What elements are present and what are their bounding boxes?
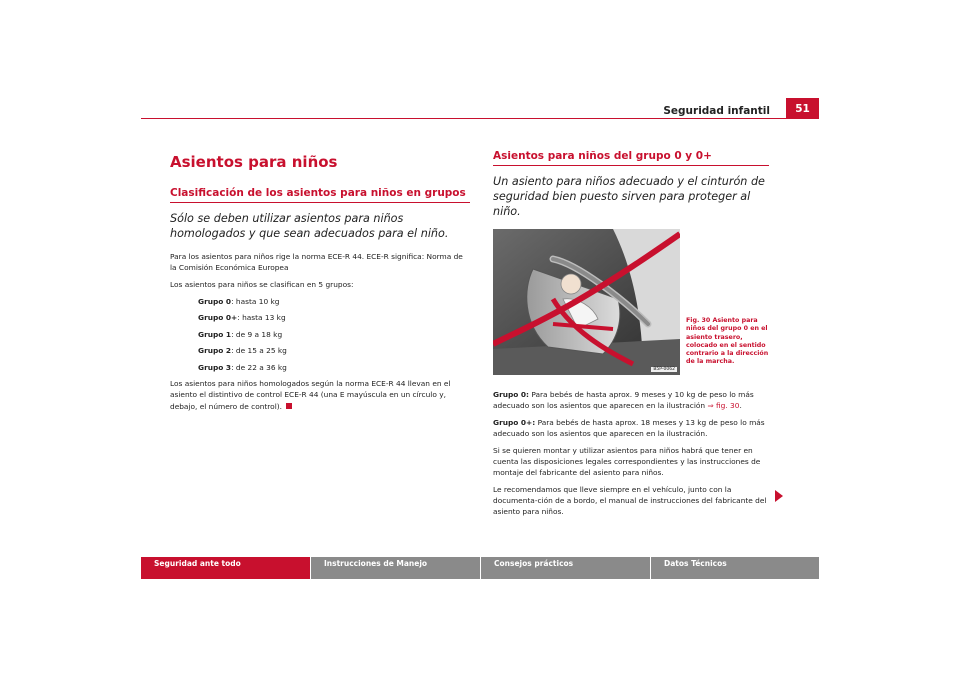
- figure-caption: Fig. 30 Asiento para niños del grupo 0 en el asiento trasero, colocado en el sentido contrario a la dirección de la marcha.: [686, 317, 769, 366]
- group-text: : de 9 a 18 kg: [231, 329, 283, 339]
- tab-datos[interactable]: Datos Técnicos: [651, 557, 819, 579]
- group-label: Grupo 0+:: [493, 417, 536, 427]
- paragraph-text: Los asientos para niños homologados según la norma ECE-R 44 llevan en el asiento el distintivo de control ECE-R 44 (una E mayúscula en un círculo y, debajo, el número de control).: [170, 379, 451, 411]
- tab-consejos[interactable]: Consejos prácticos: [481, 557, 650, 579]
- end-mark-icon: [286, 403, 292, 409]
- group-item: [198, 312, 470, 323]
- tab-seguridad[interactable]: Seguridad ante todo: [141, 557, 310, 579]
- paragraph-text: Para bebés de hasta aprox. 18 meses y 13 kg de peso lo más adecuado son los asientos que aparecen en la ilustración.: [493, 417, 765, 439]
- group-label: Grupo 0: [198, 296, 232, 306]
- continue-arrow-icon[interactable]: [775, 490, 783, 502]
- footer-nav: [141, 557, 819, 579]
- paragraph: Para los asientos para niños rige la norma ECE-R 44. ECE-R significa: Norma de la Comisión Económica Europea: [170, 252, 463, 273]
- group-text: : hasta 13 kg: [237, 313, 286, 323]
- paragraph-text: .: [739, 401, 742, 411]
- group-text: : de 22 a 36 kg: [231, 362, 287, 372]
- section-heading: Asientos para niños del grupo 0 y 0+: [493, 150, 769, 166]
- group-item: [198, 345, 470, 356]
- paragraph: Los asientos para niños se clasifican en 5 grupos:: [170, 279, 354, 289]
- paragraph: [170, 378, 470, 412]
- group-label: Grupo 2: [198, 346, 232, 356]
- lead-text: Un asiento para niños adecuado y el cinturón de seguridad bien puesto sirven para proteger al niño.: [493, 175, 765, 218]
- page-number: 51: [786, 98, 819, 119]
- group-item: [198, 362, 470, 373]
- child-seat-illustration: [493, 229, 680, 375]
- paragraph: [493, 417, 769, 439]
- paragraph: [493, 389, 769, 411]
- figure-reference-link[interactable]: ⇒ fig. 30: [707, 401, 740, 411]
- group-label: Grupo 3: [198, 362, 232, 372]
- group-label: Grupo 1: [198, 329, 232, 339]
- figure-code: B5P-0062: [653, 367, 675, 372]
- group-label: Grupo 0:: [493, 390, 530, 399]
- paragraph-text: Para bebés de hasta aprox. 9 meses y 10 kg de peso lo más adecuado son los asientos que aparecen en la ilustración: [493, 390, 754, 411]
- chapter-title: Seguridad infantil: [663, 105, 770, 117]
- group-text: : hasta 10 kg: [231, 296, 280, 306]
- header-rule: [141, 118, 819, 119]
- section-heading: Clasificación de los asientos para niños en grupos: [170, 187, 470, 203]
- figure-child-seat: [493, 229, 680, 375]
- group-item: [198, 329, 470, 340]
- group-item: [198, 296, 470, 307]
- group-label: Grupo 0+: [198, 313, 238, 323]
- left-column: [170, 150, 470, 417]
- paragraph: Si se quieren montar y utilizar asientos para niños habrá que tener en cuenta las disposiciones legales correspondientes y las instrucciones de montaje del fabricante del asiento para niños.: [493, 445, 761, 478]
- tab-instrucciones[interactable]: Instrucciones de Manejo: [311, 557, 480, 579]
- page-title: Asientos para niños: [170, 153, 338, 171]
- group-text: : de 15 a 25 kg: [231, 346, 287, 356]
- paragraph: Le recomendamos que lleve siempre en el vehículo, junto con la documenta-ción de a bordo, el manual de instrucciones del fabricante del asiento para niños.: [493, 484, 767, 517]
- lead-text: Sólo se deben utilizar asientos para niños homologados y que sean adecuados para el niño.: [170, 212, 449, 240]
